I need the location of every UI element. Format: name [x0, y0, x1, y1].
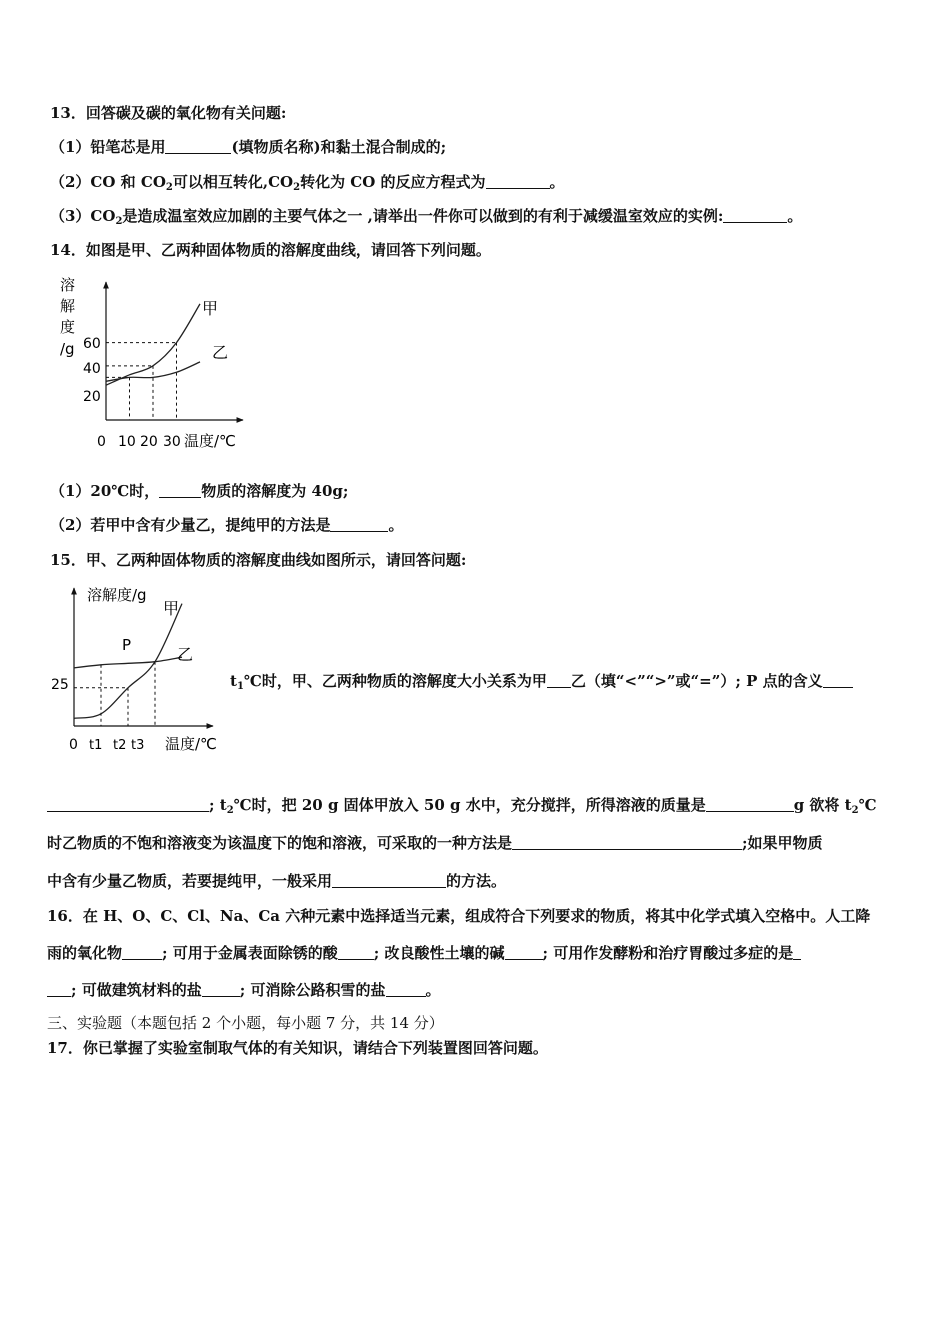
q13-part2-text-c: 转化为 CO 的反应方程式为 — [300, 173, 486, 191]
q13-title: 13．回答碳及碳的氧化物有关问题: — [50, 104, 287, 122]
q13-part2-sub1: 2 — [165, 182, 173, 193]
q15-l2-d: ℃ — [858, 796, 877, 814]
q14-part1-text-b: 物质的溶解度为 40g; — [201, 482, 349, 500]
q15-chart — [45, 580, 235, 765]
q15-l2-sub: 2 — [226, 805, 234, 816]
q16-l3-b: ; 可消除公路积雪的盐 — [239, 981, 386, 999]
q13-part1-text-b: (填物质名称)和黏土混合制成的; — [231, 138, 447, 156]
q13-part2-text-b: 可以相互转化,CO — [172, 173, 294, 191]
q13-part2-text-a: （2）CO 和 CO — [50, 173, 166, 191]
q14-xtick-30: 30 — [163, 434, 181, 450]
q15-series-label-jia: 甲 — [163, 599, 180, 618]
q16-blank-4b[interactable] — [47, 982, 71, 997]
q15-l2-a: ; t — [209, 796, 227, 814]
q16-line2 — [47, 943, 801, 963]
q13-part2-end: 。 — [549, 173, 565, 191]
q16-blank-4a[interactable] — [793, 945, 801, 960]
q15-l4-b: 的方法。 — [446, 872, 507, 890]
q14-part2 — [50, 515, 403, 535]
q16-l3-a: ; 可做建筑材料的盐 — [71, 981, 202, 999]
section-3-heading: 三、实验题（本题包括 2 个小题，每小题 7 分，共 14 分） — [47, 1014, 444, 1032]
q15-side-sub1: 1 — [236, 681, 244, 692]
q16-l2-a: 雨的氧化物 — [47, 944, 123, 962]
q15-title: 15．甲、乙两种固体物质的溶解度曲线如图所示，请回答问题: — [50, 551, 467, 569]
q14-ytick-60: 60 — [83, 336, 101, 352]
q13-blank-1[interactable] — [165, 139, 231, 154]
q15-point-p-label: P — [122, 636, 132, 654]
q14-part1-text-a: （1）20℃时， — [50, 482, 160, 500]
q15-l3-b: ;如果甲物质 — [742, 834, 823, 852]
q14-chart — [50, 270, 260, 455]
q16-blank-5[interactable] — [202, 982, 240, 997]
q13-part3-text-b: 是造成温室效应加剧的主要气体之一 ,请举出一件你可以做到的有利于减缓温室效应的实例: — [122, 207, 724, 225]
q15-blank-2[interactable] — [823, 673, 853, 688]
q14-xtick-10: 10 — [118, 434, 136, 450]
q15-l2-b: ℃时，把 20 g 固体甲放入 50 g 水中，充分搅拌，所得溶液的质量是 — [233, 796, 706, 814]
q14-ylabel-2: 度 — [60, 318, 76, 336]
q13-blank-3[interactable] — [723, 208, 787, 223]
q14-blank-1[interactable] — [159, 483, 201, 498]
q15-blank-1[interactable] — [547, 673, 571, 688]
q14-ylabel-3: /g — [60, 340, 75, 358]
q14-ytick-20: 20 — [83, 389, 101, 405]
q16-l2-d: ; 可用作发酵粉和治疗胃酸过多症的是 — [542, 944, 794, 962]
q15-ytick-25: 25 — [51, 677, 69, 693]
q15-blank-5[interactable] — [512, 835, 742, 850]
q15-line4 — [47, 871, 506, 891]
q13-part2-sub2: 2 — [293, 182, 301, 193]
q15-ylabel: 溶解度/g — [87, 586, 147, 604]
q16-l3-end: 。 — [425, 981, 441, 999]
q15-line2 — [47, 795, 877, 821]
q13-part1 — [50, 137, 446, 157]
q13-part3 — [50, 206, 802, 232]
q15-xtick-t3: t3 — [131, 738, 145, 753]
q15-blank-6[interactable] — [332, 873, 446, 888]
q14-part2-end: 。 — [388, 516, 404, 534]
q15-line3 — [47, 833, 823, 853]
q15-l2-c: g 欲将 t — [793, 796, 852, 814]
q16-line3 — [47, 980, 441, 1000]
q14-title: 14．如图是甲、乙两种固体物质的溶解度曲线，请回答下列问题。 — [50, 241, 491, 259]
q15-xlabel: 温度/℃ — [165, 735, 217, 753]
q15-blank-4[interactable] — [706, 797, 794, 812]
q16-line1: 16．在 H、O、C、Cl、Na、Ca 六种元素中选择适当元素，组成符合下列要求的物质，将其中化学式填入空格中。人工降 — [47, 907, 871, 925]
q17-title: 17．你已掌握了实验室制取气体的有关知识，请结合下列装置图回答问题。 — [47, 1039, 548, 1057]
q15-xtick-t2: t2 — [113, 738, 127, 753]
q13-blank-2[interactable] — [486, 174, 550, 189]
q14-ylabel-1: 解 — [60, 297, 76, 315]
q14-xlabel: 温度/℃ — [184, 432, 236, 450]
q14-part2-text-a: （2）若甲中含有少量乙，提纯甲的方法是 — [50, 516, 331, 534]
q13-part3-end: 。 — [787, 207, 803, 225]
q15-l2-sub2: 2 — [851, 805, 859, 816]
q14-series-label-jia: 甲 — [202, 299, 219, 318]
q14-part1 — [50, 481, 348, 501]
q15-side-text — [230, 671, 853, 697]
q16-blank-6[interactable] — [386, 982, 426, 997]
q15-curve-yi — [74, 657, 182, 668]
q16-blank-1[interactable] — [122, 945, 162, 960]
q13-part2 — [50, 172, 565, 198]
q15-plot-area — [74, 604, 182, 726]
q13-part3-sub: 2 — [115, 216, 123, 227]
q15-blank-3[interactable] — [47, 797, 209, 812]
q14-xtick-0: 0 — [97, 434, 106, 450]
q15-series-label-yi: 乙 — [177, 645, 194, 664]
q16-blank-3[interactable] — [505, 945, 543, 960]
q15-xtick-t1: t1 — [89, 738, 103, 753]
q16-blank-2[interactable] — [338, 945, 374, 960]
q14-xtick-20: 20 — [140, 434, 158, 450]
q15-side-b: ℃时，甲、乙两种物质的溶解度大小关系为甲 — [243, 672, 547, 690]
q15-side-a: t — [230, 672, 237, 690]
q15-l3-a: 时乙物质的不饱和溶液变为该温度下的饱和溶液，可采取的一种方法是 — [47, 834, 513, 852]
q14-plot-area — [106, 304, 200, 420]
q15-side-c: 乙（填“<”“>”或“=”）; P 点的含义 — [570, 672, 823, 690]
q14-ylabel-0: 溶 — [60, 276, 76, 294]
q14-blank-2[interactable] — [330, 517, 388, 532]
q14-series-label-yi: 乙 — [212, 343, 229, 362]
q15-l4-a: 中含有少量乙物质，若要提纯甲，一般采用 — [47, 872, 333, 890]
q13-part1-text-a: （1）铅笔芯是用 — [50, 138, 166, 156]
q13-part3-text-a: （3）CO — [50, 207, 116, 225]
q16-l2-c: ; 改良酸性土壤的碱 — [373, 944, 505, 962]
q14-ytick-40: 40 — [83, 361, 101, 377]
q16-l2-b: ; 可用于金属表面除锈的酸 — [162, 944, 338, 962]
q15-xtick-0: 0 — [69, 737, 78, 753]
